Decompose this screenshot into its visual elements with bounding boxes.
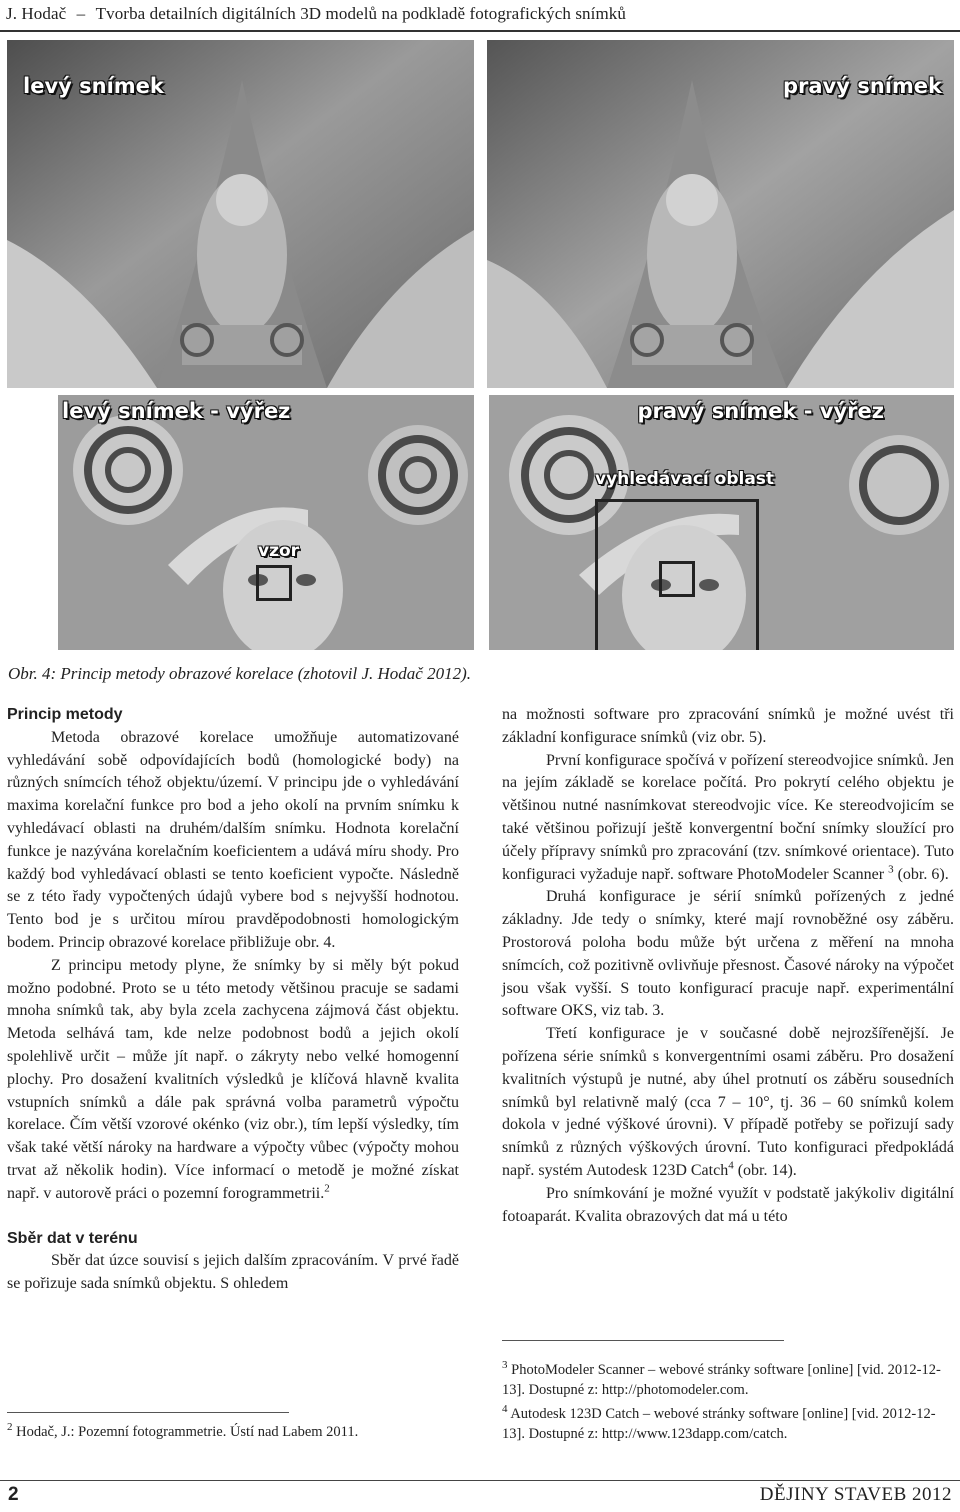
- paragraph-text: Sběr dat úzce souvisí s jejich dalším zpracováním. V prvé řadě se pořizuje sada snímků objektu. S ohledem: [7, 1252, 459, 1293]
- paragraph: [502, 886, 954, 1023]
- paragraph: [7, 727, 459, 955]
- photo-right-full: [487, 40, 954, 388]
- photo-left-crop: [58, 395, 474, 650]
- label-template: vzor: [258, 541, 300, 561]
- paragraph: [502, 1023, 954, 1183]
- footnote-4: [502, 1404, 954, 1444]
- label-left-full: levý snímek: [23, 74, 164, 98]
- footnote-number: 2: [7, 1421, 13, 1434]
- paragraph-text: Třetí konfigurace je v současné době nejrozšířenější. Je pořízena série snímků s konvergentními osami záběru. Pro dosažení kvalitních výstupů je nutné, aby úhel protnutí os záběru sousedních snímků byl relativně malý (cca 7 – 10°, tj. 36 – 60 snímků kolem dokola v jedné výškové úrovni). V případě potřeby se pořizují sady snímků z různých výškových úrovní. Tuto konfiguraci předpokládá např. systém Autodesk 123D Catch: [502, 1025, 954, 1179]
- footnote-ref: 3: [888, 863, 894, 876]
- paragraph: [7, 955, 459, 1206]
- footnote-ref: 2: [324, 1182, 330, 1195]
- label-search-area: vyhledávací oblast: [595, 469, 775, 489]
- match-box: [659, 561, 695, 597]
- paragraph: [502, 704, 954, 750]
- header-dash: –: [76, 4, 86, 23]
- photo-right-crop: [489, 395, 954, 650]
- heading-sber: Sběr dat v terénu: [7, 1229, 138, 1247]
- paragraph: [502, 1183, 954, 1229]
- paragraph-text: (obr. 14).: [737, 1161, 797, 1179]
- header-rule: [0, 30, 960, 32]
- footnote-text: Autodesk 123D Catch – webové stránky software [online] [vid. 2012-12-13]. Dostupné z: http://www.123dapp.com/catch.: [502, 1406, 936, 1442]
- paragraph-text: Metoda obrazové korelace umožňuje automatizované vyhledávání sobě odpovídajících bodů (homologické body) na různých snímcích téhož objektu/území. V principu jde o vyhledávání maxima korelační funkce pro bod a jeho okolí na prvním snímku k vyhledávací oblasti na druhém/dalším snímku. Hodnota korelační funkce je nazývána korelačním koeficientem a udává míru shody. Pro každý bod vyhledávací oblasti se tento koeficient vypočte. Následně se z této řady vypočtených údajů vybere bod s nejvyšší hodnotou. Tento bod je s určitou mírou pravděpodobnosti homologickým bodem. Princip obrazové korelace přibližuje obr. 4.: [7, 728, 459, 951]
- footnote-3: [502, 1360, 954, 1400]
- footnote-ref: 4: [728, 1159, 734, 1172]
- label-right-crop: pravý snímek - výřez: [637, 399, 884, 423]
- footer-rule: [0, 1480, 960, 1481]
- footnote-text: Hodač, J.: Pozemní fotogrammetrie. Ústí nad Labem 2011.: [16, 1424, 359, 1440]
- footnote-number: 4: [502, 1403, 508, 1416]
- footnote-rule-left: [7, 1412, 289, 1413]
- right-column: [502, 704, 954, 1228]
- journal-name: DĚJINY STAVEB 2012: [759, 1484, 952, 1505]
- photo-left-full: [7, 40, 474, 388]
- footnote-2: [7, 1422, 459, 1442]
- header-title: Tvorba detailních digitálních 3D modelů na podkladě fotografických snímků: [95, 4, 627, 23]
- header-author: J. Hodač: [6, 4, 67, 23]
- page-number: 2: [8, 1484, 19, 1505]
- heading-princip: Princip metody: [7, 706, 123, 723]
- paragraph-text: Pro snímkování je možné využít v podstatě jakýkoliv digitální fotoaparát. Kvalita obrazových dat má u této: [502, 1184, 954, 1225]
- paragraph-text: na možnosti software pro zpracování snímků je možné uvést tři základní konfigurace snímků (viz obr. 5).: [502, 706, 954, 746]
- template-box: [256, 565, 292, 601]
- footnote-text: PhotoModeler Scanner – webové stránky software [online] [vid. 2012-12-13]. Dostupné z: http://photomodeler.com.: [502, 1362, 941, 1398]
- footnote-number: 3: [502, 1359, 508, 1372]
- paragraph: [502, 750, 954, 887]
- label-left-crop: levý snímek - výřez: [62, 399, 291, 423]
- paragraph-text: (obr. 6).: [897, 865, 949, 883]
- running-header: [0, 4, 960, 24]
- paragraph-text: První konfigurace spočívá v pořízení stereodvojice snímků. Jen na jejím základě se korelace počítá. Pro pokrytí celého objektu je většinou nutné nasnímkovat stereodvojic více. Ke stereodvojicím se také většinou pořizují ještě konvergentní boční snímky sloužící pro účely přípravy snímků pro zpracování (tzv. snímkové orientace). Tuto konfiguraci vyžaduje např. software PhotoModeler Scanner: [502, 751, 954, 883]
- left-column: [7, 704, 459, 1296]
- footnote-rule-right: [502, 1340, 784, 1341]
- paragraph-text: Z principu metody plyne, že snímky by si měly být pokud možno podobné. Proto se u této metody většinou pracuje se sadami mnoha snímků tak, aby byla zcela zachycena zájmová část objektu. Metoda selhává tam, kde nelze podobnost bodů a jejich okolí spolehlivě určit – může jít např. o zákryty nebo velké homogenní plochy. Pro dosažení kvalitních výsledků je klíčová hlavně kvalita vstupních snímků a dále pak správná volba parametrů výpočtu korelace. Čím větší vzorové okénko (viz obr.), tím lepší výsledky, tím však také větší nároky na hardware a výpočty vůbec (výpočty mohou trvat až několik hodin). Více informací o metodě je možné získat např. v autorově práci o pozemní forogrammetrii.: [7, 956, 459, 1202]
- paragraph: [7, 1250, 459, 1296]
- paragraph-text: Druhá konfigurace je sérií snímků pořízených z jedné základny. Jde tedy o snímky, které mají rovnoběžné osy záběru. Prostorová poloha bodu může být určena z měření na mnoha snímcích, což pozitivně ovlivňuje přesnost. Časové nároky na výpočet jsou však vyšší. S touto konfigurací pracuje např. experimentální software OKS, viz tab. 3.: [502, 888, 954, 1020]
- figure-caption: Obr. 4: Princip metody obrazové korelace (zhotovil J. Hodač 2012).: [8, 664, 471, 683]
- label-right-full: pravý snímek: [783, 74, 942, 98]
